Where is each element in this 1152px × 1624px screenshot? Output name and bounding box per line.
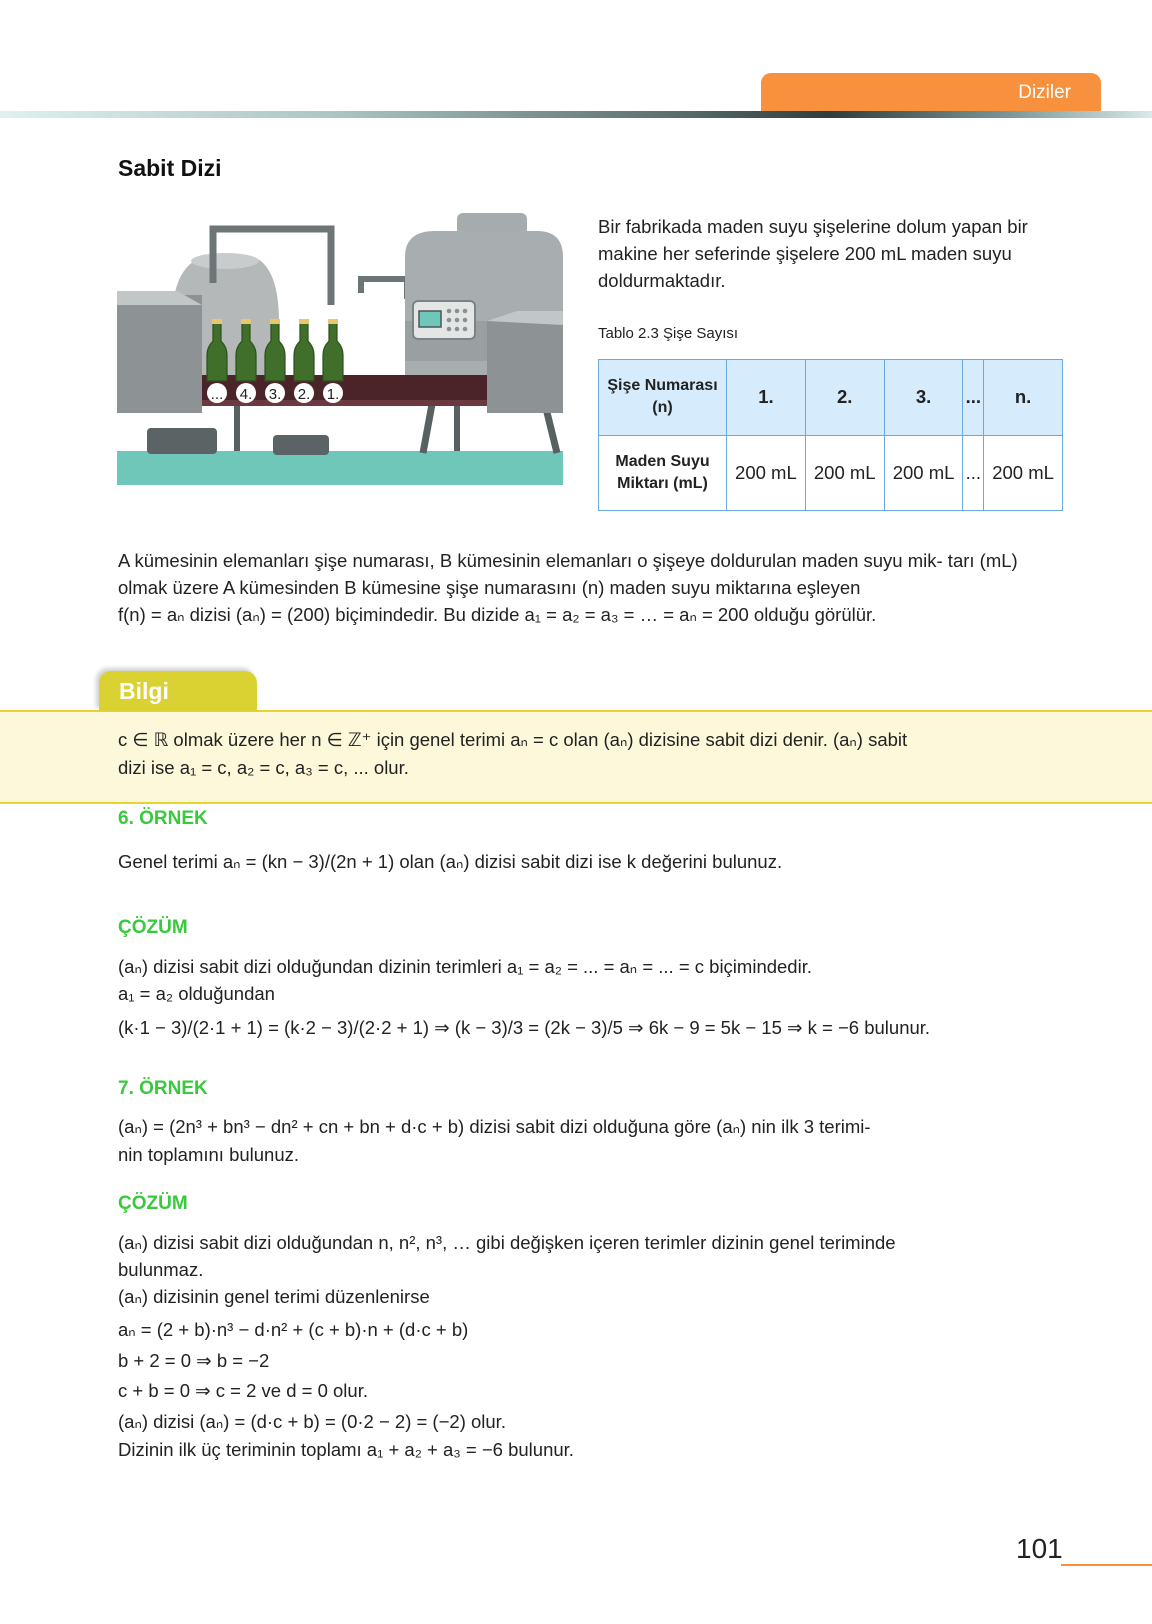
example-7-statement-2: nin toplamını bulunuz. xyxy=(118,1144,300,1165)
table-row xyxy=(599,435,1063,511)
example-6-solution-line: (k·1 − 3)/(2·1 + 1) = (k·2 − 3)/(2·2 + 1) ⇒ (k − 3)/3 = (2k − 3)/5 ⇒ 6k − 9 = 5k − 15 ⇒ k = −6 bulunur. xyxy=(118,1017,931,1038)
example-7-solution-line: aₙ = (2 + b)·n³ − d·n² + (c + b)·n + (d·c + b) xyxy=(118,1319,469,1340)
bilgi-line-2: dizi ise a₁ = c, a₂ = c, a₃ = c, ... olur. xyxy=(118,757,409,778)
bottle-label-dots: ... xyxy=(210,386,224,403)
page-number: 101 xyxy=(1016,1533,1063,1564)
example-6-solution-title: ÇÖZÜM xyxy=(118,917,188,938)
table-header-row xyxy=(599,360,1063,436)
header-divider xyxy=(0,111,1152,118)
bottling-machine-illustration xyxy=(117,213,563,485)
bottle-label-2: 2. xyxy=(297,386,311,403)
example-6-title: 6. ÖRNEK xyxy=(118,808,208,829)
chapter-tab xyxy=(761,73,1101,111)
table-caption: Tablo 2.3 Şişe Sayısı xyxy=(598,325,739,342)
paragraph-formula: f(n) = aₙ dizisi (aₙ) = (200) biçimindedir. Bu dizide a₁ = a₂ = a₃ = … = aₙ = 200 olduğu görülür. xyxy=(118,604,877,625)
bilgi-text xyxy=(118,726,1058,782)
example-7-solution-line: c + b = 0 ⇒ c = 2 ve d = 0 olur. xyxy=(118,1380,368,1401)
bottle-label-1: 1. xyxy=(326,386,340,403)
table-col-n: n. xyxy=(984,360,1063,436)
section-title: Sabit Dizi xyxy=(118,155,222,181)
bottle-label-3: 3. xyxy=(268,386,282,403)
example-7-solution-line: bulunmaz. xyxy=(118,1259,204,1280)
example-7-solution-line: (aₙ) dizisinin genel terimi düzenlenirse xyxy=(118,1286,430,1307)
example-7-solution-line: b + 2 = 0 ⇒ b = −2 xyxy=(118,1350,270,1371)
table-col-1: 1. xyxy=(727,360,806,436)
intro-text: Bir fabrikada maden suyu şişelerine dolum yapan bir makine her seferinde şişelere 200 mL maden suyu doldurmaktadır. xyxy=(598,216,1028,291)
table-col-dots: ... xyxy=(963,360,984,436)
table-header-label: Şişe Numarası (n) xyxy=(599,360,727,436)
example-7-statement-1: (aₙ) = (2n³ + bn³ − dn² + cn + bn + d·c + b) dizisi sabit dizi olduğuna göre (aₙ) nin ilk 3 terimi- xyxy=(118,1116,871,1137)
paragraph-text: A kümesinin elemanları şişe numarası, B kümesinin elemanları o şişeye doldurulan maden suyu mik- tarı (mL) olmak üzere A kümesinden B kümesine şişe numarasını (n) maden suyu miktarına eşleyen xyxy=(118,550,1018,598)
table-cell: ... xyxy=(963,435,984,511)
bilgi-tab xyxy=(99,671,257,711)
example-7-solution-title: ÇÖZÜM xyxy=(118,1193,188,1214)
example-6-solution-line: a₁ = a₂ olduğundan xyxy=(118,983,275,1004)
table-cell: 200 mL xyxy=(727,435,806,511)
table-col-2: 2. xyxy=(805,360,884,436)
table-cell: 200 mL xyxy=(805,435,884,511)
bilgi-title: Bilgi xyxy=(119,678,169,704)
page-number-underline xyxy=(1061,1564,1152,1566)
explanation-paragraph xyxy=(118,547,1058,628)
table-cell: 200 mL xyxy=(984,435,1063,511)
example-6-statement: Genel terimi aₙ = (kn − 3)/(2n + 1) olan (aₙ) dizisi sabit dizi ise k değerini bulunuz. xyxy=(118,851,783,872)
example-7-solution-line: (aₙ) dizisi (aₙ) = (d·c + b) = (0·2 − 2) = (−2) olur. xyxy=(118,1411,506,1432)
bilgi-line-1: c ∈ ℝ olmak üzere her n ∈ ℤ⁺ için genel terimi aₙ = c olan (aₙ) dizisine sabit dizi denir. (aₙ) sabit xyxy=(118,729,908,750)
example-7-solution-line: (aₙ) dizisi sabit dizi olduğundan n, n², n³, … gibi değişken içeren terimler dizinin genel teriminde xyxy=(118,1232,896,1253)
chapter-label: Diziler xyxy=(1018,82,1071,103)
example-6-solution-line: (aₙ) dizisi sabit dizi olduğundan dizinin terimleri a₁ = a₂ = ... = aₙ = ... = c biçimindedir. xyxy=(118,956,812,977)
table-cell: 200 mL xyxy=(884,435,963,511)
bottle-table xyxy=(598,359,1063,511)
table-col-3: 3. xyxy=(884,360,963,436)
example-7-title: 7. ÖRNEK xyxy=(118,1078,208,1099)
table-row-label: Maden Suyu Miktarı (mL) xyxy=(599,435,727,511)
example-7-solution-line: Dizinin ilk üç teriminin toplamı a₁ + a₂ + a₃ = −6 bulunur. xyxy=(118,1439,574,1460)
bottle-label-4: 4. xyxy=(239,386,253,403)
